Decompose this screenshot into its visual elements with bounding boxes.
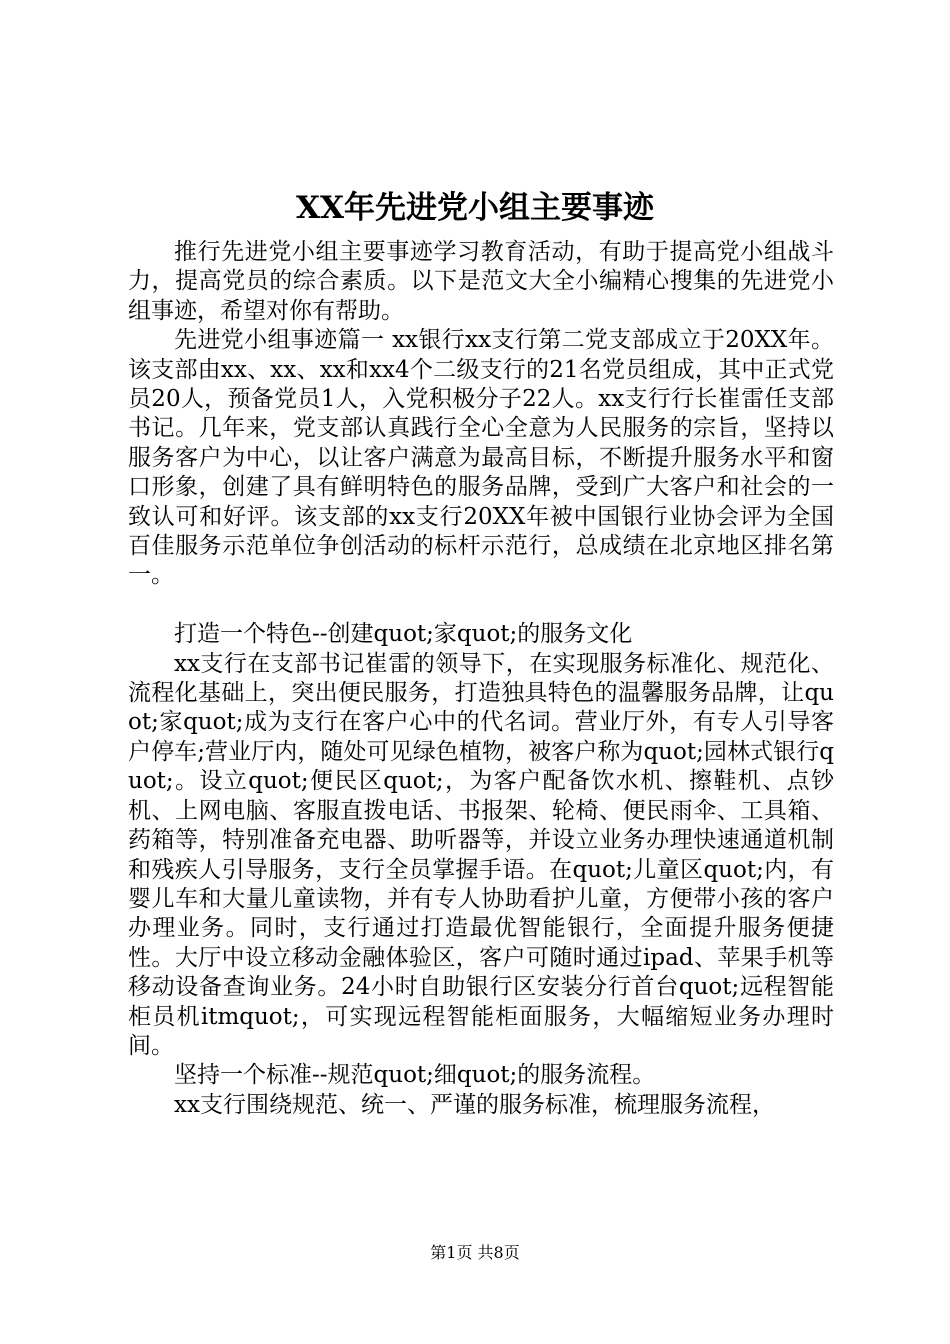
paragraph-article-one: 先进党小组事迹篇一 xx银行xx支行第二党支部成立于20XX年。该支部由xx、xx、xx和xx4个二级支行的21名党员组成，其中正式党员20人，预备党员1人，入党积极分子22人。xx支行行长崔雷任支部书记。几年来，党支部认真践行全心全意为人民服务的宗旨，坚持以服务客户为中心，以让客户满意为最高目标，不断提升服务水平和窗口形象，创建了具有鲜明特色的服务品牌，受到广大客户和社会的一致认可和好评。该支部的xx支行20XX年被中国银行业协会评为全国百佳服务示范单位争创活动的标杆示范行，总成绩在北京地区排名第一。 — [128, 327, 834, 589]
page-footer: 第1页 共8页 — [430, 1243, 520, 1262]
paragraph-heading-feature: 打造一个特色--创建quot;家quot;的服务文化 — [174, 621, 633, 648]
paragraph-intro: 推行先进党小组主要事迹学习教育活动，有助于提高党小组战斗力，提高党员的综合素质。以下是范文大全小编精心搜集的先进党小组事迹，希望对你有帮助。 — [128, 239, 834, 324]
paragraph-feature-details: xx支行在支部书记崔雷的领导下，在实现服务标准化、规范化、流程化基础上，突出便民服务，打造独具特色的温馨服务品牌，让quot;家quot;成为支行在客户心中的代名词。营业厅外，有专人引导客户停车;营业厅内，随处可见绿色植物，被客户称为quot;园林式银行quot;。设立quot;便民区quot;，为客户配备饮水机、擦鞋机、点钞机、上网电脑、客服直拨电话、书报架、轮椅、便民雨伞、工具箱、药箱等，特别准备充电器、助听器等，并设立业务办理快速通道机制和残疾人引导服务，支行全员掌握手语。在quot;儿童区quot;内，有婴儿车和大量儿童读物，并有专人协助看护儿童，方便带小孩的客户办理业务。同时，支行通过打造最优智能银行，全面提升服务便捷性。大厅中设立移动金融体验区，客户可随时通过ipad、苹果手机等移动设备查询业务。24小时自助银行区安装分行首台quot;远程智能柜员机itmquot;，可实现远程智能柜面服务，大幅缩短业务办理时间。 — [128, 650, 834, 1059]
document-title: XX年先进党小组主要事迹 — [295, 190, 655, 226]
paragraph-standard-details: xx支行围绕规范、统一、严谨的服务标准，梳理服务流程， — [174, 1091, 775, 1118]
paragraph-heading-standard: 坚持一个标准--规范quot;细quot;的服务流程。 — [174, 1062, 656, 1089]
document-body — [128, 238, 834, 1120]
